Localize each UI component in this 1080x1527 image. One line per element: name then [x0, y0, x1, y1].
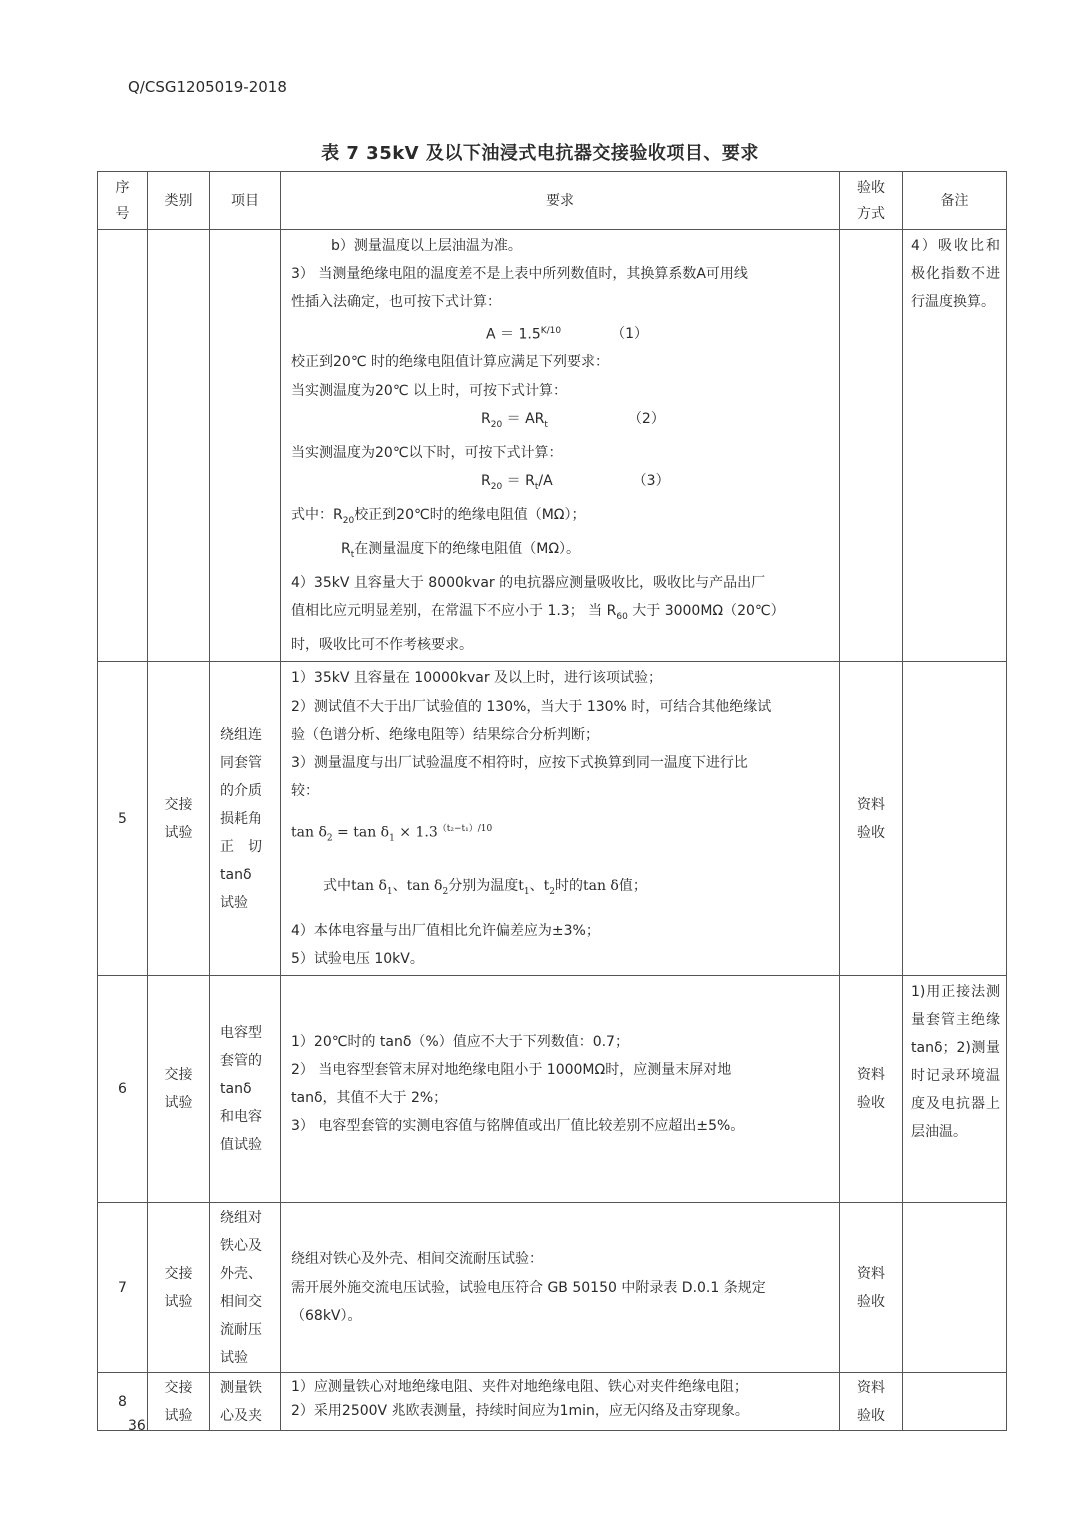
subscript: 2	[549, 886, 555, 897]
req-line: 4）35kV 且容量大于 8000kvar 的电抗器应测量吸收比，吸收比与产品出厂	[291, 575, 766, 592]
cell-category	[148, 662, 210, 976]
formula-text: tan δ	[291, 824, 327, 841]
header-method-line1: 验收	[857, 179, 885, 196]
formula-number: （3）	[632, 473, 670, 490]
text: 分别为温度t	[448, 877, 524, 894]
text: 、t	[529, 877, 550, 894]
req-line: 绕组对铁心及外壳、相间交流耐压试验：	[291, 1251, 543, 1268]
cell-item	[210, 662, 281, 976]
item-line: 值试验	[220, 1137, 262, 1154]
cell-note	[903, 662, 1007, 976]
method-line: 资料	[857, 796, 885, 813]
item-line: 心及夹	[220, 1407, 262, 1424]
item-line: 电容型	[220, 1025, 262, 1042]
formula-exponent: （t₂−t₁）/10	[437, 823, 493, 834]
category-line: 交接	[164, 796, 193, 813]
item-line: 铁心及	[220, 1237, 262, 1254]
table-row	[98, 976, 1007, 1203]
cell-note: 1)用正接法测量套管主绝缘 tanδ；2)测量时记录环境温度及电抗器上层油温。	[903, 976, 1007, 1203]
formula-sub: t	[544, 419, 548, 430]
req-line: 3）测量温度与出厂试验温度不相符时，应按下式换算到同一温度下进行比	[291, 755, 748, 772]
req-line: （68kV）。	[291, 1307, 362, 1324]
method-line: 验收	[857, 1407, 885, 1424]
table-header-row	[98, 172, 1007, 230]
item-line: 测量铁	[220, 1379, 262, 1396]
table-title: 表 7 35kV 及以下油浸式电抗器交接验收项目、要求	[321, 143, 759, 164]
category-line: 试验	[164, 824, 193, 841]
item-line: 试验	[220, 894, 248, 911]
formula-text: = tan δ	[332, 824, 390, 841]
formula-number: （1）	[611, 326, 649, 343]
item-line: 正 切	[220, 838, 262, 855]
subscript: 60	[616, 612, 628, 623]
formula-text: ＝ AR	[502, 410, 545, 427]
cell-requirement	[281, 662, 840, 976]
acceptance-table	[97, 171, 1007, 1431]
cell-item	[210, 1203, 281, 1373]
req-line: 验（色谱分析、绝缘电阻等）结果综合分析判断；	[291, 726, 599, 743]
subscript: 1	[523, 886, 530, 897]
req-line: 3） 电容型套管的实测电容值与铭牌值或出厂值比较差别不应超出±5%。	[291, 1118, 745, 1135]
cell-seq: 8	[98, 1373, 148, 1431]
item-line: 试验	[220, 1349, 248, 1366]
item-line: 绕组对	[220, 1209, 262, 1226]
table-row	[98, 662, 1007, 976]
category-line: 交接	[164, 1067, 193, 1084]
category-line: 试验	[164, 1407, 193, 1424]
req-line: 当实测温度为20℃ 以上时，可按下式计算：	[291, 382, 567, 399]
text: R	[341, 541, 351, 558]
spacer	[291, 1141, 831, 1151]
header-seq-line1: 序	[115, 179, 130, 196]
formula-sub: 20	[490, 419, 503, 430]
item-line: 损耗角	[220, 810, 262, 827]
method-line: 验收	[857, 1293, 885, 1310]
req-line: 1）20℃时的 tanδ（%）值应不大于下列数值：0.7；	[291, 1033, 629, 1050]
cell-method	[840, 976, 903, 1203]
header-item: 项目	[210, 172, 281, 230]
req-line: 1）应测量铁心对地绝缘电阻、夹件对地绝缘电阻、铁心对夹件绝缘电阻；	[291, 1379, 748, 1396]
req-line: 需开展外施交流电压试验，试验电压符合 GB 50150 中附录表 D.0.1 条规定	[291, 1279, 766, 1296]
cell-method	[840, 230, 903, 662]
cell-requirement	[281, 1203, 840, 1373]
header-seq	[98, 172, 148, 230]
formula-2	[291, 405, 831, 439]
req-line: 较：	[291, 783, 319, 800]
formula-tan-delta	[291, 806, 831, 861]
cell-method	[840, 1373, 903, 1431]
item-line: 套管的	[220, 1053, 262, 1070]
text: 式中：R	[291, 507, 343, 524]
cell-category	[148, 1373, 210, 1431]
req-line: 性插入法确定，也可按下式计算：	[291, 294, 501, 311]
cell-category	[148, 230, 210, 662]
cell-item	[210, 976, 281, 1203]
cell-category	[148, 976, 210, 1203]
item-line: 的介质	[220, 782, 262, 799]
subscript: 20	[342, 515, 355, 526]
req-line: tanδ，其值不大于 2%；	[291, 1090, 448, 1107]
req-line: 校正到20℃ 时的绝缘电阻值计算应满足下列要求：	[291, 354, 609, 371]
header-seq-line2: 号	[115, 205, 130, 222]
subscript: 1	[386, 886, 393, 897]
formula-text: R	[481, 410, 491, 427]
header-category: 类别	[148, 172, 210, 230]
item-line: tanδ	[220, 866, 252, 883]
formula-explanation	[291, 861, 831, 917]
cell-category	[148, 1203, 210, 1373]
header-requirement: 要求	[281, 172, 840, 230]
formula-text: ＝ R	[502, 473, 535, 490]
header-method-line2: 方式	[857, 205, 885, 222]
req-line: 时，吸收比可不作考核要求。	[291, 637, 473, 654]
cell-seq: 7	[98, 1203, 148, 1373]
cell-requirement	[281, 230, 840, 662]
formula-text: /A	[538, 473, 553, 490]
text: 在测量温度下的绝缘电阻值（MΩ）。	[354, 541, 581, 558]
document-code: Q/CSG1205019-2018	[128, 78, 287, 96]
req-line: 2）采用2500V 兆欧表测量，持续时间应为1min，应无闪络及击穿现象。	[291, 1403, 749, 1420]
category-line: 试验	[164, 1293, 193, 1310]
req-line: 2）测试值不大于出厂试验值的 130%，当大于 130% 时，可结合其他绝缘试	[291, 698, 772, 715]
text: 、tan δ	[392, 877, 443, 894]
table-row	[98, 1373, 1007, 1431]
cell-requirement	[281, 1373, 840, 1431]
category-line: 交接	[164, 1265, 193, 1282]
cell-requirement	[281, 976, 840, 1203]
cell-seq	[98, 230, 148, 662]
formula-sub: 1	[389, 832, 395, 843]
cell-seq: 5	[98, 662, 148, 976]
req-line	[291, 501, 831, 535]
formula-exponent: K/10	[540, 325, 562, 336]
formula-text: R	[481, 473, 491, 490]
cell-note	[903, 1373, 1007, 1431]
cell-note: 4）吸收比和极化指数不进行温度换算。	[903, 230, 1007, 662]
subscript: 2	[442, 886, 449, 897]
req-line: 5）试验电压 10kV。	[291, 950, 424, 967]
item-line: 同套管	[220, 754, 262, 771]
formula-1	[291, 317, 831, 349]
text: 值相比应元明显差别，在常温下不应小于 1.3； 当 R	[291, 603, 617, 620]
req-line: 4）本体电容量与出厂值相比允许偏差应为±3%；	[291, 922, 600, 939]
cell-note	[903, 1203, 1007, 1373]
req-line	[291, 597, 831, 631]
category-line: 试验	[164, 1095, 193, 1112]
req-line	[291, 535, 831, 569]
item-line: 外壳、	[220, 1265, 262, 1282]
formula-text: A ＝ 1.5	[486, 326, 541, 343]
method-line: 资料	[857, 1379, 885, 1396]
text: 时的tan δ值；	[554, 877, 647, 894]
subscript: t	[350, 549, 355, 560]
category-line: 交接	[164, 1379, 193, 1396]
req-line: 2） 当电容型套管末屏对地绝缘电阻小于 1000MΩ时，应测量末屏对地	[291, 1061, 732, 1078]
cell-method	[840, 662, 903, 976]
cell-item	[210, 230, 281, 662]
header-method	[840, 172, 903, 230]
text: 大于 3000MΩ（20℃）	[627, 603, 785, 620]
req-line: 当实测温度为20℃以下时，可按下式计算：	[291, 444, 563, 461]
method-line: 资料	[857, 1265, 885, 1282]
cell-seq: 6	[98, 976, 148, 1203]
req-line: 1）35kV 且容量在 10000kvar 及以上时，进行该项试验；	[291, 670, 663, 687]
item-line: 流耐压	[220, 1321, 262, 1338]
table-row	[98, 1203, 1007, 1373]
header-note: 备注	[903, 172, 1007, 230]
text: 校正到20℃时的绝缘电阻值（MΩ）；	[354, 507, 586, 524]
text: 式中tan δ	[323, 877, 387, 894]
cell-item	[210, 1373, 281, 1431]
method-line: 验收	[857, 824, 885, 841]
item-line: tanδ	[220, 1081, 252, 1098]
formula-3	[291, 467, 831, 501]
item-line: 和电容	[220, 1109, 262, 1126]
method-line: 资料	[857, 1067, 885, 1084]
formula-sub: 2	[326, 832, 333, 843]
formula-sub: 20	[490, 481, 503, 492]
table-row-continuation	[98, 230, 1007, 662]
formula-sub: t	[534, 481, 539, 492]
req-line: 3） 当测量绝缘电阻的温度差不是上表中所列数值时，其换算系数A可用线	[291, 266, 748, 283]
req-line: b）测量温度以上层油温为准。	[331, 238, 522, 254]
formula-text: × 1.3	[394, 824, 438, 841]
page-number: 36	[128, 1418, 146, 1434]
cell-method	[840, 1203, 903, 1373]
formula-number: （2）	[627, 410, 665, 427]
item-line: 相间交	[220, 1293, 262, 1310]
method-line: 验收	[857, 1095, 885, 1112]
item-line: 绕组连	[220, 726, 262, 743]
